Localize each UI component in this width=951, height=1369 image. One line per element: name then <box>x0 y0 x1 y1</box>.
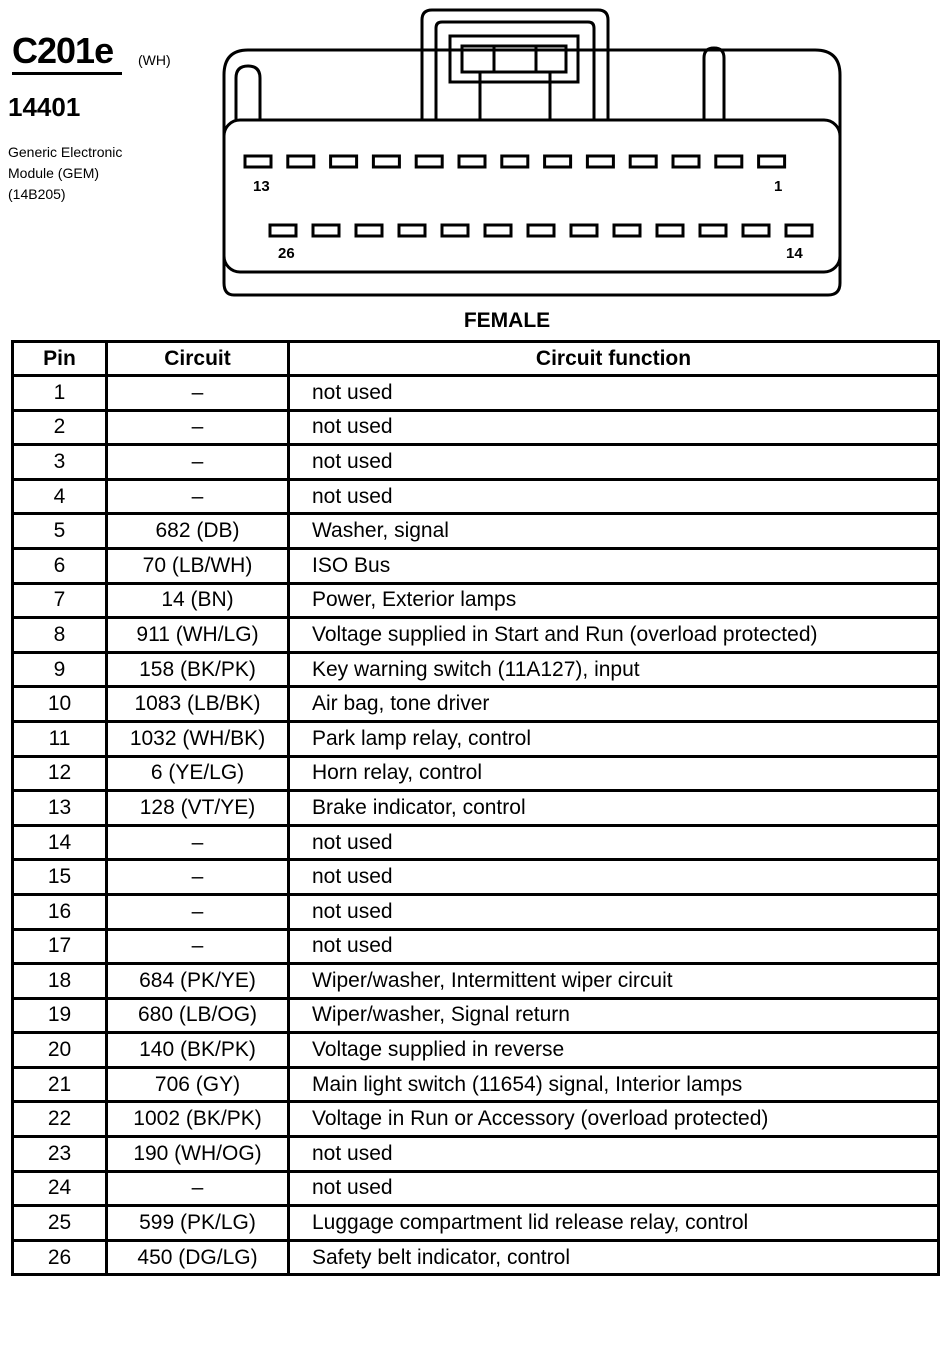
header-circuit: Circuit <box>107 342 289 376</box>
function-cell: Key warning switch (11A127), input <box>289 652 939 687</box>
circuit-cell: 680 (LB/OG) <box>107 998 289 1033</box>
function-cell: not used <box>289 410 939 445</box>
pin-label-13: 13 <box>253 178 270 195</box>
table-row <box>13 1137 939 1172</box>
function-cell: Voltage supplied in Start and Run (overload protected) <box>289 618 939 653</box>
pin-cavities-bottom-row <box>270 225 812 236</box>
pin-cell: 13 <box>13 791 107 826</box>
table-row <box>13 791 939 826</box>
function-cell: not used <box>289 825 939 860</box>
pin-cavity <box>545 156 571 167</box>
pin-cavity <box>502 156 528 167</box>
pin-cell: 19 <box>13 998 107 1033</box>
description-line-1: Generic Electronic <box>8 144 123 160</box>
pin-cavity <box>716 156 742 167</box>
pin-cavity <box>356 225 382 236</box>
pin-cavity <box>587 156 613 167</box>
pin-cell: 8 <box>13 618 107 653</box>
function-cell: not used <box>289 445 939 480</box>
function-cell: Brake indicator, control <box>289 791 939 826</box>
pin-cavity <box>571 225 597 236</box>
table-row <box>13 1033 939 1068</box>
function-cell: not used <box>289 376 939 411</box>
function-cell: ISO Bus <box>289 548 939 583</box>
pin-cell: 23 <box>13 1137 107 1172</box>
circuit-cell: – <box>107 929 289 964</box>
description-line-3: (14B205) <box>8 186 66 202</box>
pin-cell: 14 <box>13 825 107 860</box>
circuit-cell: 158 (BK/PK) <box>107 652 289 687</box>
circuit-cell: 682 (DB) <box>107 514 289 549</box>
table-row <box>13 583 939 618</box>
pin-cavity <box>630 156 656 167</box>
function-cell: Voltage in Run or Accessory (overload protected) <box>289 1102 939 1137</box>
function-cell: Washer, signal <box>289 514 939 549</box>
pin-cavity <box>270 225 296 236</box>
circuit-cell: 1032 (WH/BK) <box>107 721 289 756</box>
circuit-cell: 6 (YE/LG) <box>107 756 289 791</box>
table-row <box>13 410 939 445</box>
circuit-cell: – <box>107 410 289 445</box>
pin-cavity <box>700 225 726 236</box>
pin-cavity <box>288 156 314 167</box>
circuit-cell: 1083 (LB/BK) <box>107 687 289 722</box>
circuit-cell: 190 (WH/OG) <box>107 1137 289 1172</box>
circuit-cell: 14 (BN) <box>107 583 289 618</box>
circuit-cell: – <box>107 894 289 929</box>
pin-cell: 25 <box>13 1206 107 1241</box>
function-cell: not used <box>289 1137 939 1172</box>
function-cell: Air bag, tone driver <box>289 687 939 722</box>
pin-label-14: 14 <box>786 245 803 262</box>
pin-cavity <box>743 225 769 236</box>
pin-cell: 2 <box>13 410 107 445</box>
pin-cavity <box>485 225 511 236</box>
circuit-cell: – <box>107 825 289 860</box>
pin-cell: 18 <box>13 964 107 999</box>
pin-cell: 21 <box>13 1067 107 1102</box>
function-cell: Wiper/washer, Intermittent wiper circuit <box>289 964 939 999</box>
connector-code: C201e <box>12 30 114 71</box>
pin-label-26: 26 <box>278 245 295 262</box>
circuit-cell: 450 (DG/LG) <box>107 1240 289 1275</box>
latch-stem <box>480 72 550 120</box>
pin-cell: 15 <box>13 860 107 895</box>
table-row <box>13 825 939 860</box>
table-row <box>13 860 939 895</box>
circuit-cell: – <box>107 479 289 514</box>
table-row <box>13 548 939 583</box>
table-row <box>13 1067 939 1102</box>
table-row <box>13 1240 939 1275</box>
function-cell: Voltage supplied in reverse <box>289 1033 939 1068</box>
function-cell: Horn relay, control <box>289 756 939 791</box>
table-row <box>13 376 939 411</box>
latch-outer <box>450 36 578 82</box>
function-cell: Safety belt indicator, control <box>289 1240 939 1275</box>
table-row <box>13 445 939 480</box>
pin-cell: 1 <box>13 376 107 411</box>
table-row <box>13 514 939 549</box>
circuit-cell: – <box>107 376 289 411</box>
pin-face <box>224 120 840 272</box>
part-number: 14401 <box>8 92 81 122</box>
table-row <box>13 929 939 964</box>
pinout-table <box>11 340 940 1276</box>
pin-cell: 4 <box>13 479 107 514</box>
table-row <box>13 721 939 756</box>
pin-cell: 9 <box>13 652 107 687</box>
pin-cavity <box>673 156 699 167</box>
pin-cell: 10 <box>13 687 107 722</box>
table-header-row <box>13 342 939 376</box>
pin-cell: 6 <box>13 548 107 583</box>
pin-cavity <box>331 156 357 167</box>
connector-face-diagram <box>0 0 951 310</box>
pin-cavity <box>442 225 468 236</box>
pin-cell: 16 <box>13 894 107 929</box>
circuit-cell: – <box>107 445 289 480</box>
right-rib <box>704 48 724 120</box>
circuit-cell: 128 (VT/YE) <box>107 791 289 826</box>
table-row <box>13 1206 939 1241</box>
pin-cavity <box>786 225 812 236</box>
pin-cell: 3 <box>13 445 107 480</box>
pin-cavity <box>759 156 785 167</box>
circuit-cell: – <box>107 860 289 895</box>
function-cell: not used <box>289 860 939 895</box>
pin-cell: 5 <box>13 514 107 549</box>
pin-cell: 24 <box>13 1171 107 1206</box>
table-row <box>13 618 939 653</box>
circuit-cell: 1002 (BK/PK) <box>107 1102 289 1137</box>
function-cell: Wiper/washer, Signal return <box>289 998 939 1033</box>
circuit-cell: 706 (GY) <box>107 1067 289 1102</box>
circuit-cell: 684 (PK/YE) <box>107 964 289 999</box>
table-row <box>13 1171 939 1206</box>
function-cell: Park lamp relay, control <box>289 721 939 756</box>
pin-cell: 26 <box>13 1240 107 1275</box>
pin-cavity <box>459 156 485 167</box>
pin-cell: 7 <box>13 583 107 618</box>
table-row <box>13 964 939 999</box>
function-cell: not used <box>289 1171 939 1206</box>
table-row <box>13 687 939 722</box>
pin-cavity <box>416 156 442 167</box>
header-circuit-function: Circuit function <box>289 342 939 376</box>
table-row <box>13 998 939 1033</box>
table-row <box>13 894 939 929</box>
table-row <box>13 1102 939 1137</box>
function-cell: Luggage compartment lid release relay, control <box>289 1206 939 1241</box>
pin-cavity <box>399 225 425 236</box>
function-cell: not used <box>289 929 939 964</box>
pin-cavities-top-row <box>245 156 785 167</box>
table-row <box>13 479 939 514</box>
pin-cavity <box>614 225 640 236</box>
connector-outer-shell <box>224 50 840 295</box>
header-pin: Pin <box>13 342 107 376</box>
pin-cavity <box>657 225 683 236</box>
pin-cell: 22 <box>13 1102 107 1137</box>
pin-cavity <box>528 225 554 236</box>
pin-cell: 12 <box>13 756 107 791</box>
description-line-2: Module (GEM) <box>8 165 100 181</box>
circuit-cell: 911 (WH/LG) <box>107 618 289 653</box>
function-cell: not used <box>289 479 939 514</box>
pin-cavity <box>245 156 271 167</box>
pin-label-1: 1 <box>774 178 783 195</box>
circuit-cell: 70 (LB/WH) <box>107 548 289 583</box>
table-row <box>13 652 939 687</box>
circuit-cell: 599 (PK/LG) <box>107 1206 289 1241</box>
pin-cell: 17 <box>13 929 107 964</box>
connector-color: (WH) <box>138 52 171 68</box>
left-rib <box>236 66 260 120</box>
function-cell: not used <box>289 894 939 929</box>
connector-gender-label: FEMALE <box>463 309 551 332</box>
function-cell: Power, Exterior lamps <box>289 583 939 618</box>
pin-cell: 11 <box>13 721 107 756</box>
function-cell: Main light switch (11654) signal, Interior lamps <box>289 1067 939 1102</box>
table-row <box>13 756 939 791</box>
circuit-cell: – <box>107 1171 289 1206</box>
pin-cell: 20 <box>13 1033 107 1068</box>
circuit-cell: 140 (BK/PK) <box>107 1033 289 1068</box>
pin-cavity <box>313 225 339 236</box>
pin-cavity <box>373 156 399 167</box>
